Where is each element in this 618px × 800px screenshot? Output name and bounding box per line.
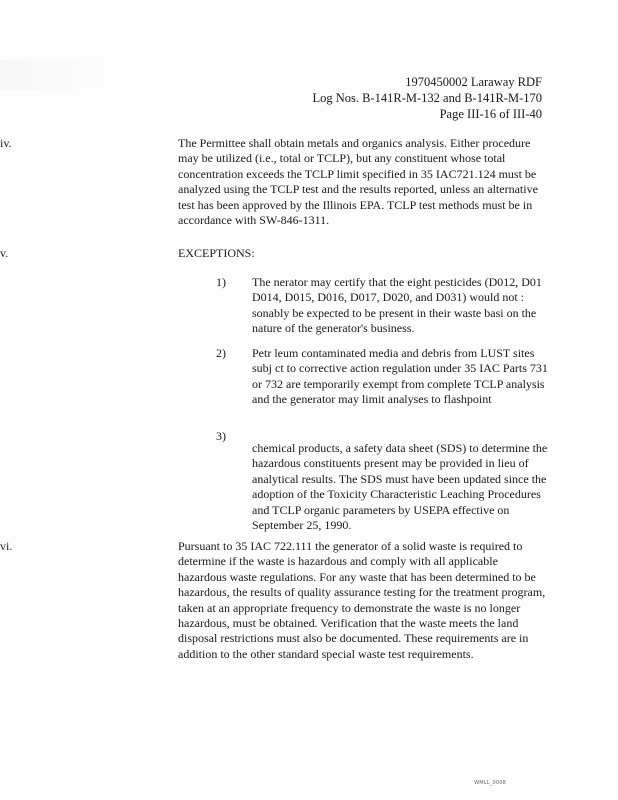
scan-artifact (0, 60, 110, 90)
exception-number: 1) (216, 275, 226, 289)
facility-id-line: 1970450002 Laraway RDF (405, 75, 542, 89)
item-marker: vi. (0, 539, 13, 553)
item-vi (0, 539, 548, 662)
bates-stamp: WMLL_0008 (474, 780, 506, 786)
exception-text: The nerator may certify that the eight pesticides (D012, D01 D014, D015, D016, D017, D020, and D031) would not : sonably be expected to be present in their waste basi on the nature of the generator's business. (252, 275, 542, 336)
exception-number: 3) (216, 429, 226, 443)
item-iv (0, 136, 548, 228)
exception-text: chemical products, a safety data sheet (SDS) to determine the hazardous constituents present may be provided in lieu of analytical results. The SDS must have been updated since the adoption of the Toxicity Characteristic Leaching Procedures and TCLP organic parameters by USEPA effective on September 25, 1990. (252, 441, 548, 533)
exception-number: 2) (216, 346, 226, 360)
exception-2 (216, 346, 548, 408)
page-number-line: Page III-16 of III-40 (439, 107, 542, 121)
exception-1 (216, 275, 548, 337)
exception-3 (216, 429, 548, 533)
log-numbers-line: Log Nos. B-141R-M-132 and B-141R-M-170 (312, 91, 542, 105)
page-header (312, 74, 542, 122)
item-marker: v. (0, 246, 9, 260)
item-v (0, 246, 548, 261)
item-marker: iv. (0, 136, 12, 150)
item-text: The Permittee shall obtain metals and organics analysis. Either procedure may be utilized (i.e., total or TCLP), but any constituent whose total concentration exceeds the TCLP limit specified in 35 IAC721.124 must be analyzed using the TCLP test and the results reported, unless an alternative test has been approved by the Illinois EPA. TCLP test methods must be in accordance with SW-846-1311. (178, 136, 538, 228)
item-text: EXCEPTIONS: (178, 246, 255, 260)
exception-text: Petr leum contaminated media and debris from LUST sites subj ct to corrective action regulation under 35 IAC Parts 731 or 732 are temporarily exempt from complete TCLP analysis and the generator may limit analyses to flashpoint (252, 346, 548, 407)
item-text: Pursuant to 35 IAC 722.111 the generator of a solid waste is required to determine if the waste is hazardous and comply with all applicable hazardous waste regulations. For any waste that has been determined to be hazardous, the results of quality assurance testing for the treatment program, taken at an appropriate frequency to demonstrate the waste is no longer hazardous, must be obtained. Verification that the waste meets the land disposal restrictions must also be documented. These requirements are in addition to the other standard special waste test requirements. (178, 539, 546, 661)
